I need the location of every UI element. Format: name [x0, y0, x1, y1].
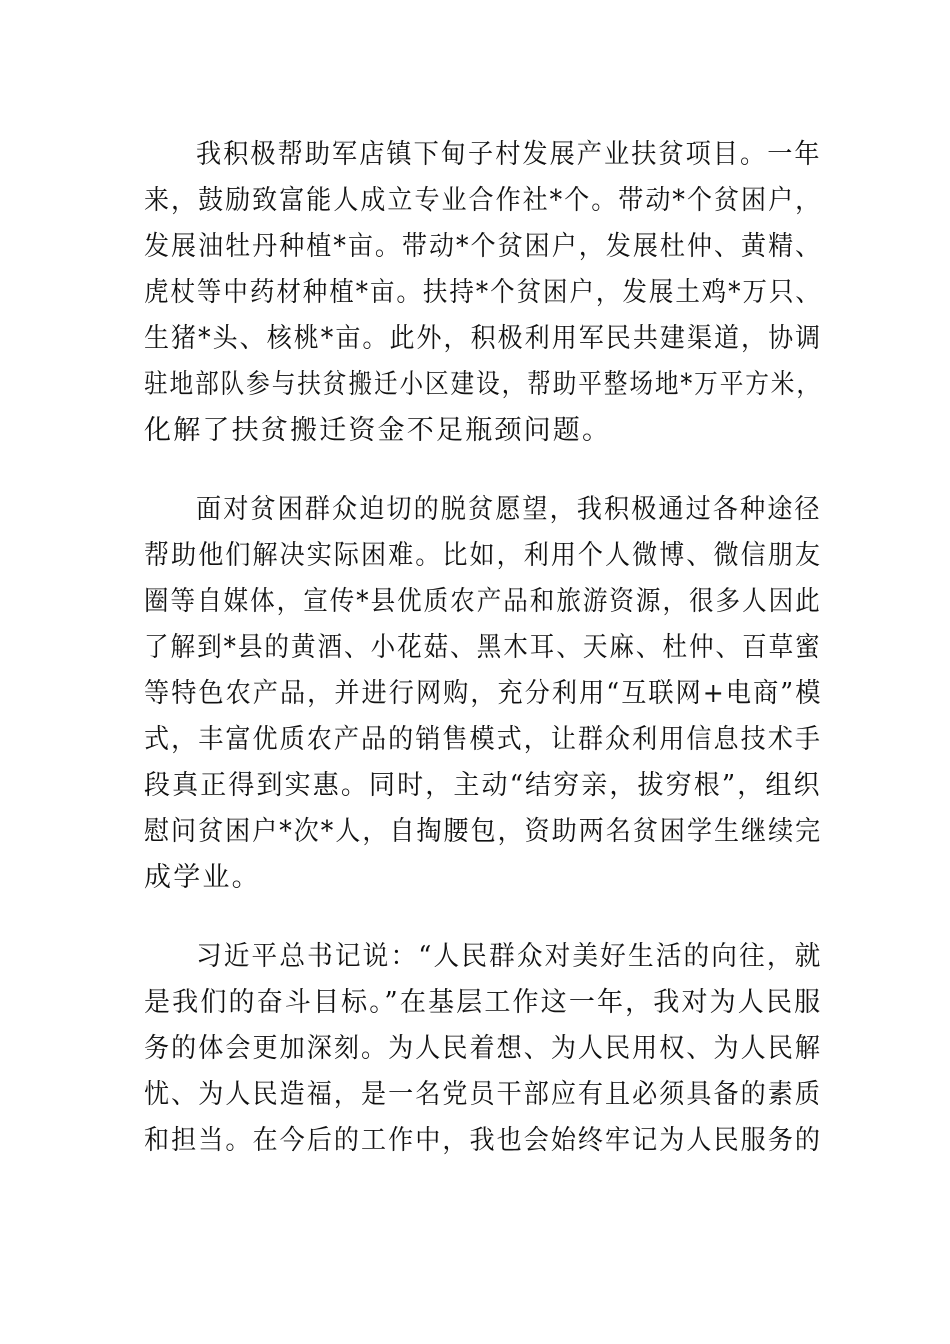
text-line: 了解到*县的黄酒、小花菇、黑木耳、天麻、杜仲、百草蜜 [144, 632, 822, 663]
text-line: 等特色农产品，并进行网购，充分利用“互联网+电商”模 [144, 678, 823, 709]
text-line: 我积极帮助军店镇下甸子村发展产业扶贫项目。一年 [196, 139, 822, 170]
text-line: 段真正得到实惠。同时，主动“结穷亲，拔穷根”，组织 [144, 770, 822, 801]
text-line: 生猪*头、核桃*亩。此外，积极利用军民共建渠道，协调 [144, 323, 823, 354]
text-line: 圈等自媒体，宣传*县优质农产品和旅游资源，很多人因此 [144, 586, 822, 617]
text-line: 化解了扶贫搬迁资金不足瓶颈问题。 [144, 415, 612, 446]
text-line: 慰问贫困户*次*人，自掏腰包，资助两名贫困学生继续完 [144, 816, 823, 847]
text-line: 务的体会更加深刻。为人民着想、为人民用权、为人民解 [144, 1033, 823, 1064]
text-line: 和担当。在今后的工作中，我也会始终牢记为人民服务的 [144, 1125, 823, 1156]
text-line: 面对贫困群众迫切的脱贫愿望，我积极通过各种途径 [196, 494, 822, 525]
text-line: 帮助他们解决实际困难。比如，利用个人微博、微信朋友 [144, 540, 823, 571]
text-line: 发展油牡丹种植*亩。带动*个贫困户，发展杜仲、黄精、 [144, 231, 823, 262]
text-line: 来，鼓励致富能人成立专业合作社*个。带动*个贫困户， [144, 185, 823, 216]
text-line: 是我们的奋斗目标。”在基层工作这一年，我对为人民服 [144, 987, 823, 1018]
text-line: 习近平总书记说：“人民群众对美好生活的向往，就 [196, 941, 823, 972]
text-line: 忧、为人民造福，是一名党员干部应有且必须具备的素质 [144, 1079, 823, 1110]
text-line: 式，丰富优质农产品的销售模式，让群众利用信息技术手 [144, 724, 823, 755]
text-line: 虎杖等中药材种植*亩。扶持*个贫困户，发展土鸡*万只、 [144, 277, 822, 308]
text-line: 驻地部队参与扶贫搬迁小区建设，帮助平整场地*万平方米， [144, 369, 822, 400]
text-line: 成学业。 [144, 862, 261, 893]
